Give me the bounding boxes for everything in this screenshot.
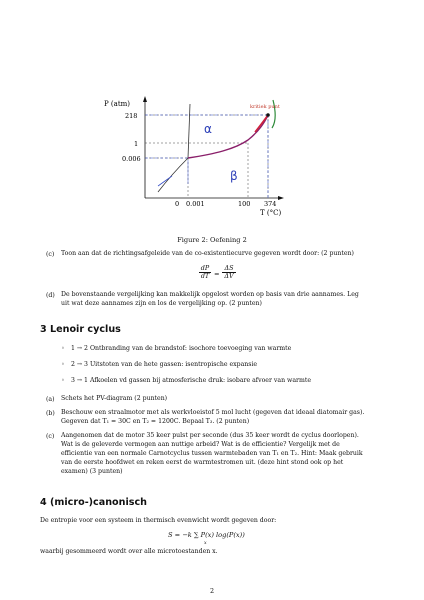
x-tick-0: 0 — [175, 200, 180, 208]
red-highlight — [255, 115, 268, 132]
critical-point-label: kritiek punt — [250, 104, 280, 110]
critical-point — [266, 113, 270, 117]
bullet-marker-1: ◦ — [61, 345, 65, 352]
y-axis-label: P (atm) — [104, 100, 131, 108]
item-label-d: (d) — [46, 292, 55, 299]
section4-after: waarbij gesommeerd wordt over alle microtoestanden x. — [40, 548, 218, 555]
exercise2-d-line2: uit wat deze aannames zijn en los de vergelijking op. (2 punten) — [61, 300, 262, 307]
x-axis-label: T (°C) — [260, 209, 282, 217]
section3-b-line1: Beschouw een straalmotor met als werkvloeistof 5 mol lucht (gegeven dat ideaal diatomair gas). — [61, 409, 365, 416]
section-3-title: 3 Lenoir cyclus — [40, 324, 121, 335]
section4-intro: De entropie voor een systeem in thermisch evenwicht wordt gegeven door: — [40, 517, 277, 524]
bullet-3: 3 → 1 Afkoelen vd gassen bij atmosferische druk: isobare afvoer van warmte — [71, 377, 311, 384]
exercise2-d-line1: De bovenstaande vergelijking kan makkelijk opgelost worden op basis van drie aannames. Leg — [61, 291, 359, 298]
blue-arrow-mark — [158, 176, 172, 186]
section3-c-line5: examen) (3 punten) — [61, 468, 123, 475]
page-number: 2 — [209, 587, 215, 595]
y-tick-1: 1 — [134, 140, 139, 148]
sublimation-curve — [158, 158, 188, 192]
entropy-formula: S = −k ∑ P(x) log(P(x)) — [168, 531, 245, 539]
item-label-3c: (c) — [46, 433, 55, 440]
section3-c-line3: efficientie van een normale Carnotcyclus tussen warmtebaden van T₁ en T₂. Hint: Maak gebruik — [61, 450, 363, 457]
y-tick-218: 218 — [125, 112, 138, 120]
formula-rhs — [221, 265, 237, 280]
exercise2-c-text: Toon aan dat de richtingsafgeleide van de co-existentiecurve gegeven wordt door: (2 punten) — [61, 250, 354, 257]
y-axis-arrow — [143, 96, 147, 102]
section3-c-line1: Aangenomen dat de motor 35 keer pulst per seconde (dus 35 keer wordt de cyclus doorlopen). — [61, 432, 359, 439]
x-tick-0001: 0.001 — [186, 200, 205, 208]
vaporization-curve — [188, 115, 268, 158]
item-label-c: (c) — [46, 251, 55, 258]
formula-rhs-num: ΔS — [224, 264, 234, 272]
bullet-1: 1 → 2 Ontbranding van de brandstof: isochore toevoeging van warmte — [71, 345, 292, 352]
x-tick-100: 100 — [238, 200, 251, 208]
formula-lhs-den: dT — [200, 272, 210, 280]
phase-diagram-figure — [100, 94, 300, 224]
formula-rhs-den: ΔV — [224, 272, 234, 280]
section-4-title: 4 (micro-)canonisch — [40, 497, 147, 508]
bullet-2: 2 → 3 Uitstoten van de hete gassen: isentropische expansie — [71, 361, 258, 368]
figure-caption: Figure 2: Oefening 2 — [177, 236, 247, 244]
alpha-annotation: α — [204, 122, 212, 136]
section3-c-line4: van de eerste hoofdwet en reken eerst de warmtestromen uit. (deze hint stond ook op het — [61, 459, 344, 466]
formula-lhs — [198, 265, 212, 280]
entropy-formula-subscript: x — [204, 541, 207, 546]
y-tick-0006: 0.006 — [122, 155, 141, 163]
melting-curve — [188, 104, 190, 158]
section3-b-line2: Gegeven dat T₁ = 30C en T₂ = 1200C. Bepaal T₃. (2 punten) — [61, 418, 250, 425]
x-tick-374: 374 — [264, 200, 277, 208]
x-axis-arrow — [278, 196, 284, 200]
bullet-marker-3: ◦ — [61, 377, 65, 384]
bullet-marker-2: ◦ — [61, 361, 65, 368]
formula-equals: = — [214, 270, 220, 278]
section3-c-line2: Wat is de geleverde vermogen aan nuttige arbeid? Wat is de efficientie? Vergelijk met de — [61, 441, 340, 448]
section3-a-text: Schets het PV-diagram (2 punten) — [61, 395, 168, 402]
item-label-3b: (b) — [46, 410, 55, 417]
beta-annotation: β — [230, 169, 238, 183]
item-label-3a: (a) — [46, 396, 55, 403]
formula-lhs-num: dP — [200, 264, 210, 272]
